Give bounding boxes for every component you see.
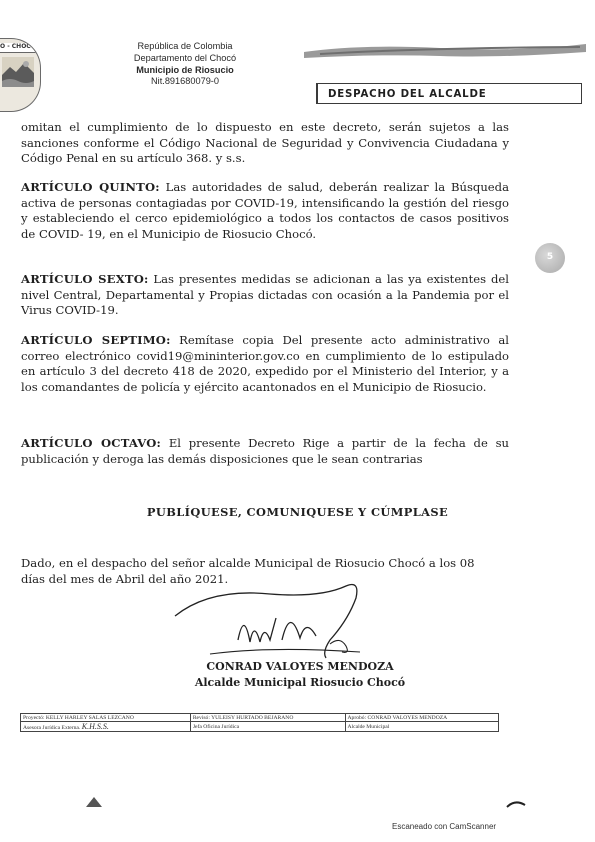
intro-paragraph: omitan el cumplimiento de lo dispuesto en este decreto, serán sujetos a las sanciones conforme el Código Nacional de Seguridad y Convivencia Ciudadana y Código Penal en su artículo 368. y s.s. xyxy=(21,120,509,166)
article-eighth xyxy=(21,436,509,467)
approved-by: Aprobó: CONRAD VALOYES MENDOZA xyxy=(345,714,498,722)
office-title: DESPACHO DEL ALCALDE xyxy=(316,83,582,104)
reviewed-by: Revisó: YULEISY HURTADO BEJARANO xyxy=(190,714,345,722)
article-eighth-text: El presente Decreto Rige a partir de la fecha de su publicación y deroga las demás disposiciones que le sean contrarias xyxy=(21,436,510,466)
logo-text: O - CHOCÓ xyxy=(0,43,36,50)
article-sixth xyxy=(21,272,509,319)
decorative-brush-stroke xyxy=(300,38,590,68)
government-heading xyxy=(120,41,250,88)
article-sixth-text: Las presentes medidas se adicionan a las ya existentes del nivel Central, Departamental y Propias dictadas con ocasión a la Pandemia por el Virus COVID-19. xyxy=(21,272,509,318)
reviewed-role: Jefa Oficina Jurídica xyxy=(190,722,345,732)
scan-corner-mark xyxy=(505,799,527,811)
approved-role: Alcalde Municipal xyxy=(345,722,498,732)
approval-row xyxy=(21,714,499,722)
approval-table xyxy=(20,713,499,732)
article-fifth-title: ARTÍCULO QUINTO: xyxy=(21,180,160,194)
scan-corner-mark xyxy=(84,795,104,809)
article-seventh xyxy=(21,333,509,395)
municipal-logo xyxy=(0,38,41,112)
handwritten-signature xyxy=(150,580,380,662)
municipality-name: Municipio de Riosucio xyxy=(136,64,234,75)
dated-paragraph: Dado, en el despacho del señor alcalde Municipal de Riosucio Chocó a los 08 días del mes de Abril del año 2021. xyxy=(21,556,475,586)
role-row xyxy=(21,722,499,732)
article-seventh-title: ARTÍCULO SEPTIMO: xyxy=(21,333,171,347)
projected-by: Proyectó: KELLY HARLEY SALAS LEZCANO xyxy=(21,714,191,722)
article-fifth-text: Las autoridades de salud, deberán realizar la Búsqueda activa de personas contagiadas por COVID-19, intensificando la gestión del riesgo y estableciendo el cerco epidemiológico a todos los contactos de casos positivos de COVID- 19, en el Municipio de Riosucio Chocó. xyxy=(21,180,510,241)
signer-title: Alcalde Municipal Riosucio Chocó xyxy=(194,676,406,689)
page-number-badge: 5 xyxy=(535,243,565,273)
projected-role: Asesora Jurídica Externa. K.H.S.S. xyxy=(21,722,191,732)
signer-name: CONRAD VALOYES MENDOZA xyxy=(206,660,394,673)
article-eighth-title: ARTÍCULO OCTAVO: xyxy=(21,436,162,450)
country-name: República de Colombia xyxy=(137,41,233,51)
article-fifth xyxy=(21,180,509,242)
article-seventh-text: Remítase copia Del presente acto administrativo al correo electrónico covid19@mininterior.gov.co en cumplimiento de lo estipulado en artículo 3 del decreto 418 de 2020, expedido por el Ministerio del Interior, y a los comandantes de policía y ejército acantonados en el Municipio de Riosucio. xyxy=(21,333,510,394)
department-name: Departamento del Chocó xyxy=(133,52,237,63)
article-sixth-title: ARTÍCULO SEXTO: xyxy=(21,272,149,286)
nit-number: Nit.891680079-0 xyxy=(151,76,219,87)
camscanner-label: Escaneado con CamScanner xyxy=(392,822,497,831)
logo-landscape-icon xyxy=(2,57,34,87)
initials: K.H.S.S. xyxy=(81,722,109,731)
closing-formula: PUBLÍQUESE, COMUNIQUESE Y CÚMPLASE xyxy=(146,505,449,519)
